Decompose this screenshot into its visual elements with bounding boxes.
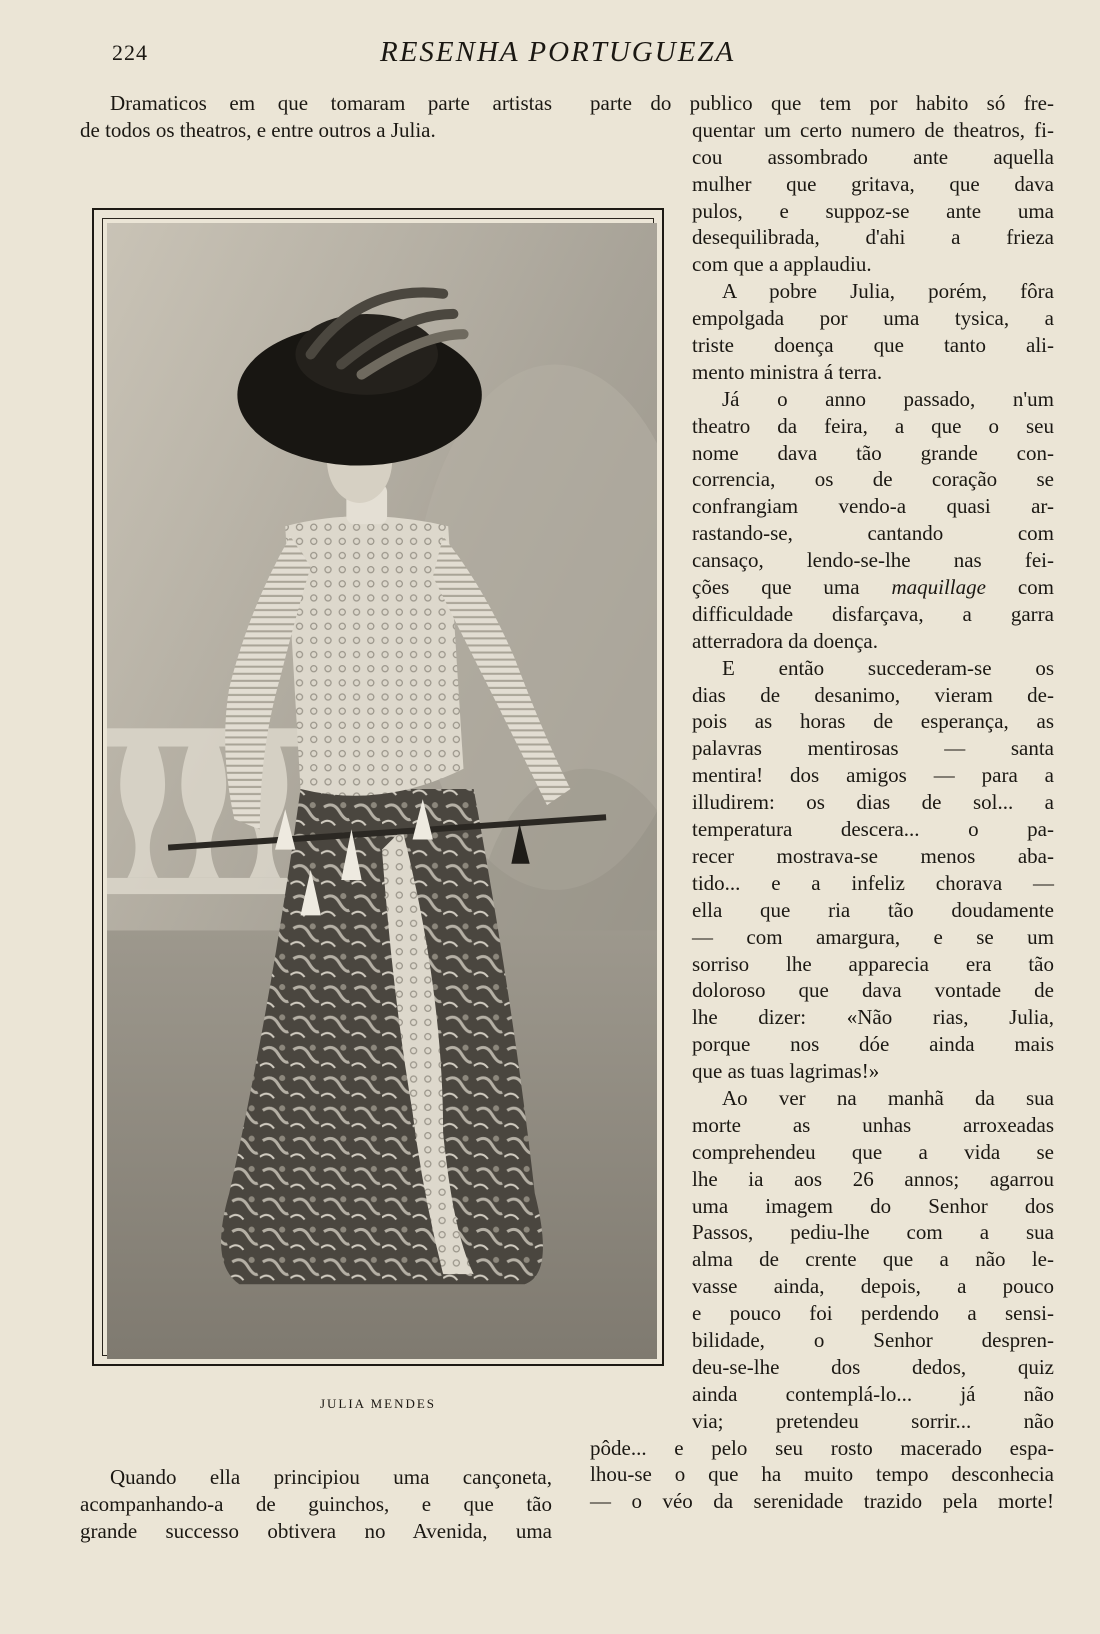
text-line: — o véo da serenidade trazido pela morte! (590, 1489, 1054, 1514)
text-line: doloroso que dava vontade de (692, 978, 1054, 1003)
running-title: RESENHA PORTUGUEZA (380, 36, 736, 68)
left-column-top (80, 90, 552, 144)
text-line: illudirem: os dias de sol... a (692, 790, 1054, 815)
text-line: Já o anno passado, n'um (722, 386, 1054, 411)
text-line: Passos, pediu-lhe com a sua (692, 1220, 1054, 1245)
text-line: correncia, os de coração se (692, 467, 1054, 492)
text-line: mulher que gritava, que dava (692, 171, 1054, 196)
text-line: de todos os theatros, e entre outros a Julia. (80, 117, 436, 142)
plate-frame (102, 218, 654, 1356)
text-line: lhou-se o que ha muito tempo desconhecia (590, 1462, 1054, 1487)
text-line: parte do publico que tem por habito só fre- (590, 91, 1054, 115)
text-line: bilidade, o Senhor despren- (692, 1327, 1054, 1352)
left-column-bottom (80, 1464, 552, 1545)
text-line: confrangiam vendo-a quasi ar- (692, 494, 1054, 519)
text-line: porque nos dóe ainda mais (692, 1032, 1054, 1057)
text-line: morte as unhas arroxeadas (692, 1112, 1054, 1137)
text-line: triste doença que tanto ali- (692, 333, 1054, 358)
text-line: rastando-se, cantando com (692, 521, 1054, 546)
text-line: sorriso lhe apparecia era tão (692, 951, 1054, 976)
figure-caption: JULIA MENDES (319, 1396, 437, 1411)
text-line: temperatura descera... o pa- (692, 817, 1054, 842)
text-line: E então succederam-se os (722, 655, 1054, 680)
text-line: com que a applaudiu. (692, 252, 872, 277)
text-line: pois as horas de esperança, as (692, 709, 1054, 734)
text-line-italic (590, 574, 1054, 601)
text-line: atterradora da doença. (692, 628, 878, 653)
right-column (590, 90, 1054, 1515)
text-line: uma imagem do Senhor dos (692, 1193, 1054, 1218)
text-line: cou assombrado ante aquella (692, 144, 1054, 169)
text-line: palavras mentirosas — santa (692, 736, 1054, 761)
text-line: ainda contemplá-lo... já não (692, 1381, 1054, 1406)
page-header (0, 36, 1100, 76)
text-line: comprehendeu que a vida se (692, 1139, 1054, 1164)
text-line: mentira! dos amigos — para a (692, 763, 1054, 788)
text-line: theatro da feira, a que o seu (692, 413, 1054, 438)
text-line: vasse ainda, depois, a pouco (692, 1274, 1054, 1299)
text-line: Dramaticos em que tomaram parte artistas (110, 91, 552, 115)
lace-bodice (285, 516, 463, 796)
italic-word: maquillage (891, 575, 986, 600)
text-line: nome dava tão grande con- (692, 440, 1054, 465)
text-line: Ao ver na manhã da sua (722, 1085, 1054, 1110)
text-line: grande successo obtivera no Avenida, uma (80, 1518, 552, 1543)
text-fragment: ções que uma (692, 575, 892, 600)
text-line: lhe ia aos 26 annos; agarrou (692, 1166, 1054, 1191)
text-line: pôde... e pelo seu rosto macerado espa- (590, 1435, 1054, 1460)
text-line: A pobre Julia, porém, fôra (722, 279, 1054, 304)
text-line: tido... e a infeliz chorava — (692, 870, 1054, 895)
portrait-plate (92, 208, 664, 1366)
text-line: que as tuas lagrimas!» (692, 1059, 880, 1084)
text-line: via; pretendeu sorrir... não (692, 1408, 1054, 1433)
text-line: recer mostrava-se menos aba- (692, 843, 1054, 868)
text-line: ella que ria tão doudamente (692, 897, 1054, 922)
portrait-photo (107, 223, 657, 1359)
text-line: dias de desanimo, vieram de- (692, 682, 1054, 707)
text-line: acompanhando-a de guinchos, e que tão (80, 1491, 552, 1516)
text-line: lhe dizer: «Não rias, Julia, (692, 1005, 1054, 1030)
text-line: e pouco foi perdendo a sensi- (692, 1301, 1054, 1326)
text-line: cansaço, lendo-se-lhe nas fei- (692, 548, 1054, 573)
text-line: — com amargura, e se um (692, 924, 1054, 949)
text-line: alma de crente que a não le- (692, 1247, 1054, 1272)
text-line: desequilibrada, d'ahi a frieza (692, 225, 1054, 250)
text-line: pulos, e suppoz-se ante uma (692, 198, 1054, 223)
text-line: difficuldade disfarçava, a garra (692, 601, 1054, 626)
text-line: mento ministra á terra. (692, 359, 883, 384)
text-line: deu-se-lhe dos dedos, quiz (692, 1354, 1054, 1379)
page-number: 224 (112, 40, 148, 65)
text-fragment: com (985, 575, 1054, 600)
text-line: Quando ella principiou uma cançoneta, (110, 1465, 552, 1489)
text-line: empolgada por uma tysica, a (692, 306, 1054, 331)
text-line: quentar um certo numero de theatros, fi- (692, 117, 1054, 142)
